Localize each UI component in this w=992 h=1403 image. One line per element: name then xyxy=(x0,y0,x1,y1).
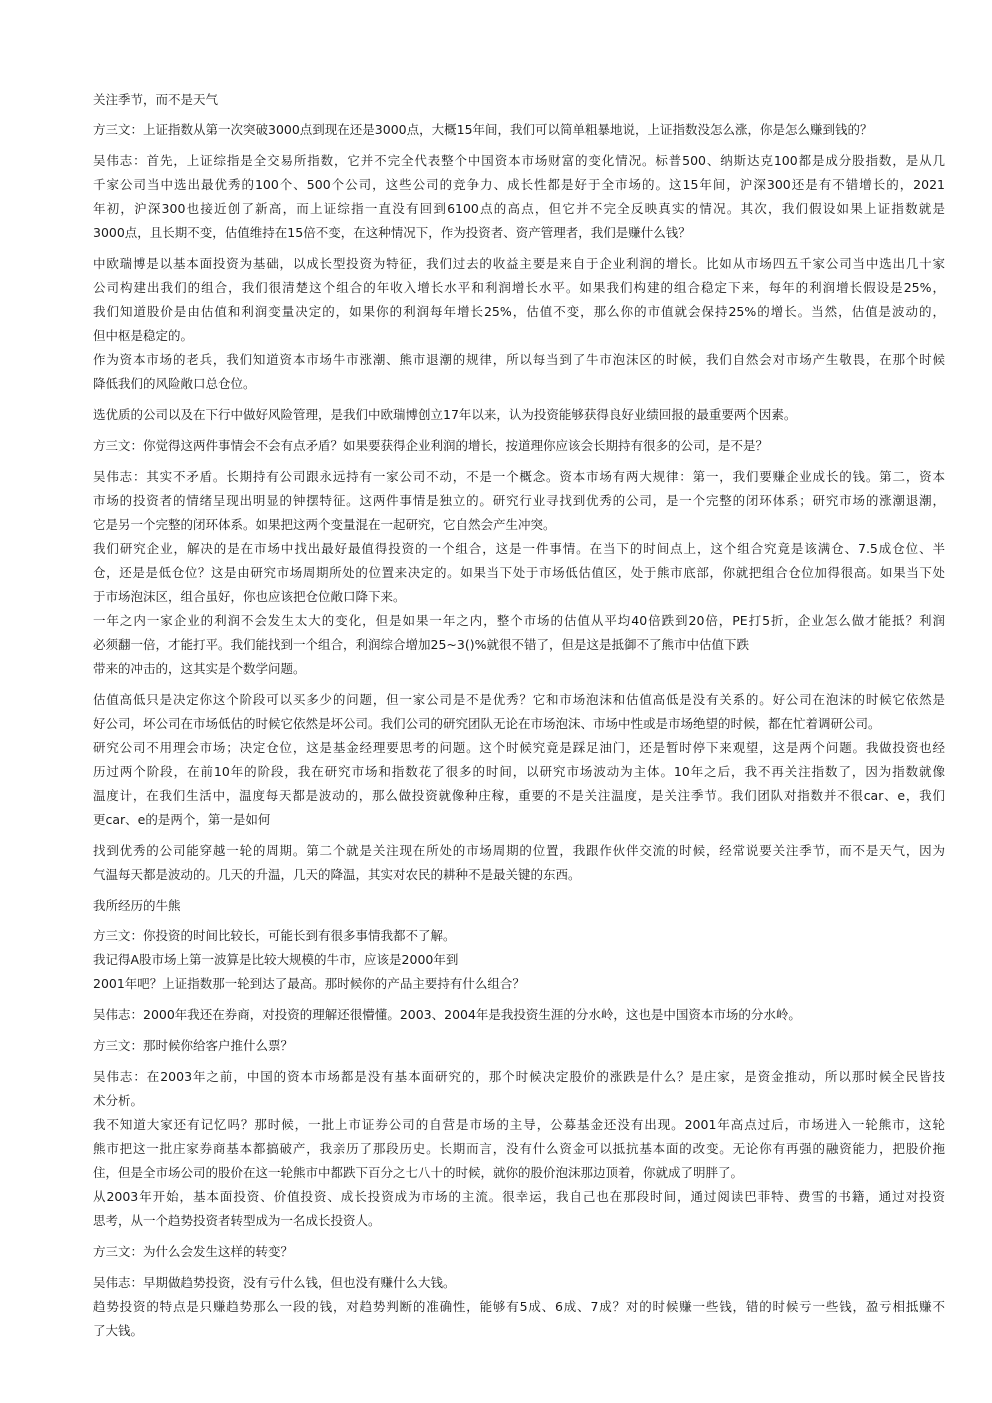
text-line: 千家公司当中选出最优秀的100个、500个公司，这些公司的竞争力、成长性都是好于全市场的。这15年间，沪深300还是有不错增长的，2021 xyxy=(93,177,945,192)
text-line: 我记得A股市场上第一波算是比较大规模的牛市，应该是2000年到 xyxy=(93,952,459,967)
text-line: 方三文：那时候你给客户推什么票？ xyxy=(93,1038,294,1053)
text-line: 好公司，坏公司在市场低估的时候它依然是坏公司。我们公司的研究团队无论在市场泡沫、市场中性或是市场绝望的时候，都在忙着调研公司。 xyxy=(93,716,881,731)
text-line: 气温每天都是波动的。几天的升温，几天的降温，其实对农民的耕种不是最关键的东西。 xyxy=(93,867,581,882)
paragraph xyxy=(93,149,945,245)
text-line: 仓，还是是低仓位？这是由研究市场周期所处的位置来决定的。如果当下处于市场低估值区，处于熊市底部，你就把组合仓位加得很高。如果当下处 xyxy=(93,565,945,580)
text-line: 我们知道股价是由估值和利润变量决定的，如果你的利润每年增长25%，估值不变，那么你的市值就会保持25%的增长。当然，估值是波动的， xyxy=(93,304,945,319)
text-line: 关注季节，而不是天气 xyxy=(93,92,219,107)
paragraph xyxy=(93,1240,945,1264)
paragraph xyxy=(93,1003,945,1027)
paragraph xyxy=(93,1065,945,1233)
text-line: 吴伟志：首先，上证综指是全交易所指数，它并不完全代表整个中国资本市场财富的变化情况。标普500、纳斯达克100都是成分股指数，是从几 xyxy=(93,153,945,168)
section-heading xyxy=(93,894,945,918)
text-line: 估值高低只是决定你这个阶段可以买多少的问题，但一家公司是不是优秀？它和市场泡沫和估值高低是没有关系的。好公司在泡沫的时候它依然是 xyxy=(93,692,945,707)
text-line: 方三文：上证指数从第一次突破3000点到现在还是3000点，大概15年间，我们可以简单粗暴地说，上证指数没怎么涨，你是怎么赚到钱的？ xyxy=(93,122,873,137)
paragraph xyxy=(93,252,945,396)
text-line: 方三文：你觉得这两件事情会不会有点矛盾？如果要获得企业利润的增长，按道理你应该会长期持有很多的公司，是不是？ xyxy=(93,438,769,453)
text-line: 吴伟志：早期做趋势投资，没有亏什么钱，但也没有赚什么大钱。 xyxy=(93,1275,456,1290)
text-line: 更car、e的是两个，第一是如何 xyxy=(93,812,271,827)
text-line: 吴伟志：2000年我还在券商，对投资的理解还很懵懂。2003、2004年是我投资生涯的分水岭，这也是中国资本市场的分水岭。 xyxy=(93,1007,801,1022)
section-heading xyxy=(93,88,945,112)
paragraph xyxy=(93,403,945,427)
paragraph xyxy=(93,1034,945,1058)
text-line: 于市场泡沫区，组合虽好，你也应该把仓位敞口降下来。 xyxy=(93,589,406,604)
text-line: 我所经历的牛熊 xyxy=(93,898,181,913)
text-line: 必须翻一倍，才能打平。我们能找到一个组合，利润综合增加25~3()%就很不错了，但是这是抵御不了熊市中估值下跌 xyxy=(93,637,749,652)
article-page xyxy=(93,88,945,1350)
text-line: 但中枢是稳定的。 xyxy=(93,328,194,343)
text-line: 思考，从一个趋势投资者转型成为一名成长投资人。 xyxy=(93,1213,381,1228)
text-line: 趋势投资的特点是只赚趋势那么一段的钱，对趋势判断的准确性，能够有5成、6成、7成？对的时候赚一些钱，错的时候亏一些钱，盈亏相抵赚不 xyxy=(93,1299,945,1314)
text-line: 2001年吧？上证指数那一轮到达了最高。那时候你的产品主要持有什么组合？ xyxy=(93,976,525,991)
text-line: 历过两个阶段，在前10年的阶段，我在研究市场和指数花了很多的时间，以研究市场波动为主体。10年之后，我不再关注指数了，因为指数就像 xyxy=(93,764,945,779)
paragraph xyxy=(93,434,945,458)
text-line: 方三文：为什么会发生这样的转变？ xyxy=(93,1244,294,1259)
text-line: 它是另一个完整的闭环体系。如果把这两个变量混在一起研究，它自然会产生冲突。 xyxy=(93,517,556,532)
text-line: 从2003年开始，基本面投资、价值投资、成长投资成为市场的主流。很幸运，我自己也在那段时间，通过阅读巴菲特、费雪的书籍，通过对投资 xyxy=(93,1189,945,1204)
text-line: 方三文：你投资的时间比较长，可能长到有很多事情我都不了解。 xyxy=(93,928,456,943)
paragraph xyxy=(93,1271,945,1343)
text-line: 术分析。 xyxy=(93,1093,144,1108)
text-line: 了大钱。 xyxy=(93,1323,144,1338)
text-line: 熊市把这一批庄家券商基本都搞破产，我亲历了那段历史。长期而言，没有什么资金可以抵抗基本面的改变。无论你有再强的融资能力，把股价拖 xyxy=(93,1141,945,1156)
paragraph xyxy=(93,924,945,996)
text-line: 3000点，且长期不变，估值维持在15倍不变，在这种情况下，作为投资者、资产管理者，我们是赚什么钱？ xyxy=(93,225,691,240)
paragraph xyxy=(93,465,945,681)
paragraph xyxy=(93,839,945,887)
text-line: 温度计，在我们生活中，温度每天都是波动的，那么做投资就像种庄稼，重要的不是关注温度，是关注季节。我们团队对指数并不很car、e，我们 xyxy=(93,788,945,803)
text-line: 年初，沪深300也接近创了新高，而上证综指一直没有回到6100点的高点，但它并不完全反映真实的情况。其次，我们假设如果上证指数就是 xyxy=(93,201,945,216)
text-line: 找到优秀的公司能穿越一轮的周期。第二个就是关注现在所处的市场周期的位置，我跟作伙伴交流的时候，经常说要关注季节，而不是天气，因为 xyxy=(93,843,945,858)
text-line: 降低我们的风险敞口总仓位。 xyxy=(93,376,256,391)
text-line: 住，但是全市场公司的股价在这一轮熊市中都跌下百分之七八十的时候，就你的股价泡沫那边顶着，你就成了明胖了。 xyxy=(93,1165,744,1180)
text-line: 作为资本市场的老兵，我们知道资本市场牛市涨潮、熊市退潮的规律，所以每当到了牛市泡沫区的时候，我们自然会对市场产生敬畏，在那个时候 xyxy=(93,352,945,367)
paragraph xyxy=(93,688,945,832)
text-line: 市场的投资者的情绪呈现出明显的钟摆特征。这两件事情是独立的。研究行业寻找到优秀的公司，是一个完整的闭环体系；研究市场的涨潮退潮， xyxy=(93,493,945,508)
text-line: 带来的冲击的，这其实是个数学问题。 xyxy=(93,661,306,676)
text-line: 我不知道大家还有记忆吗？那时候，一批上市证券公司的自营是市场的主导，公募基金还没有出现。2001年高点过后，市场进入一轮熊市，这轮 xyxy=(93,1117,945,1132)
text-line: 吴伟志：其实不矛盾。长期持有公司跟永远持有一家公司不动，不是一个概念。资本市场有两大规律：第一，我们要赚企业成长的钱。第二，资本 xyxy=(93,469,945,484)
text-line: 研究公司不用理会市场；决定仓位，这是基金经理要思考的问题。这个时候究竟是踩足油门，还是暂时停下来观望，这是两个问题。我做投资也经 xyxy=(93,740,945,755)
text-line: 中欧瑞博是以基本面投资为基础，以成长型投资为特征，我们过去的收益主要是来自于企业利润的增长。比如从市场四五千家公司当中选出几十家 xyxy=(93,256,945,271)
text-line: 吴伟志：在2003年之前，中国的资本市场都是没有基本面研究的，那个时候决定股价的涨跌是什么？是庄家，是资金推动，所以那时候全民皆技 xyxy=(93,1069,945,1084)
text-line: 我们研究企业，解决的是在市场中找出最好最值得投资的一个组合，这是一件事情。在当下的时间点上，这个组合究竟是该满仓、7.5成仓位、半 xyxy=(93,541,945,556)
text-line: 一年之内一家企业的利润不会发生太大的变化，但是如果一年之内，整个市场的估值从平均40倍跌到20倍，PE打5折，企业怎么做才能抵？利润 xyxy=(93,613,945,628)
text-line: 公司构建出我们的组合，我们很清楚这个组合的年收入增长水平和利润增长水平。如果我们构建的组合稳定下来，每年的利润增长假设是25%， xyxy=(93,280,945,295)
paragraph xyxy=(93,118,945,142)
text-line: 选优质的公司以及在下行中做好风险管理，是我们中欧瑞博创立17年以来，认为投资能够获得良好业绩回报的最重要两个因素。 xyxy=(93,407,797,422)
